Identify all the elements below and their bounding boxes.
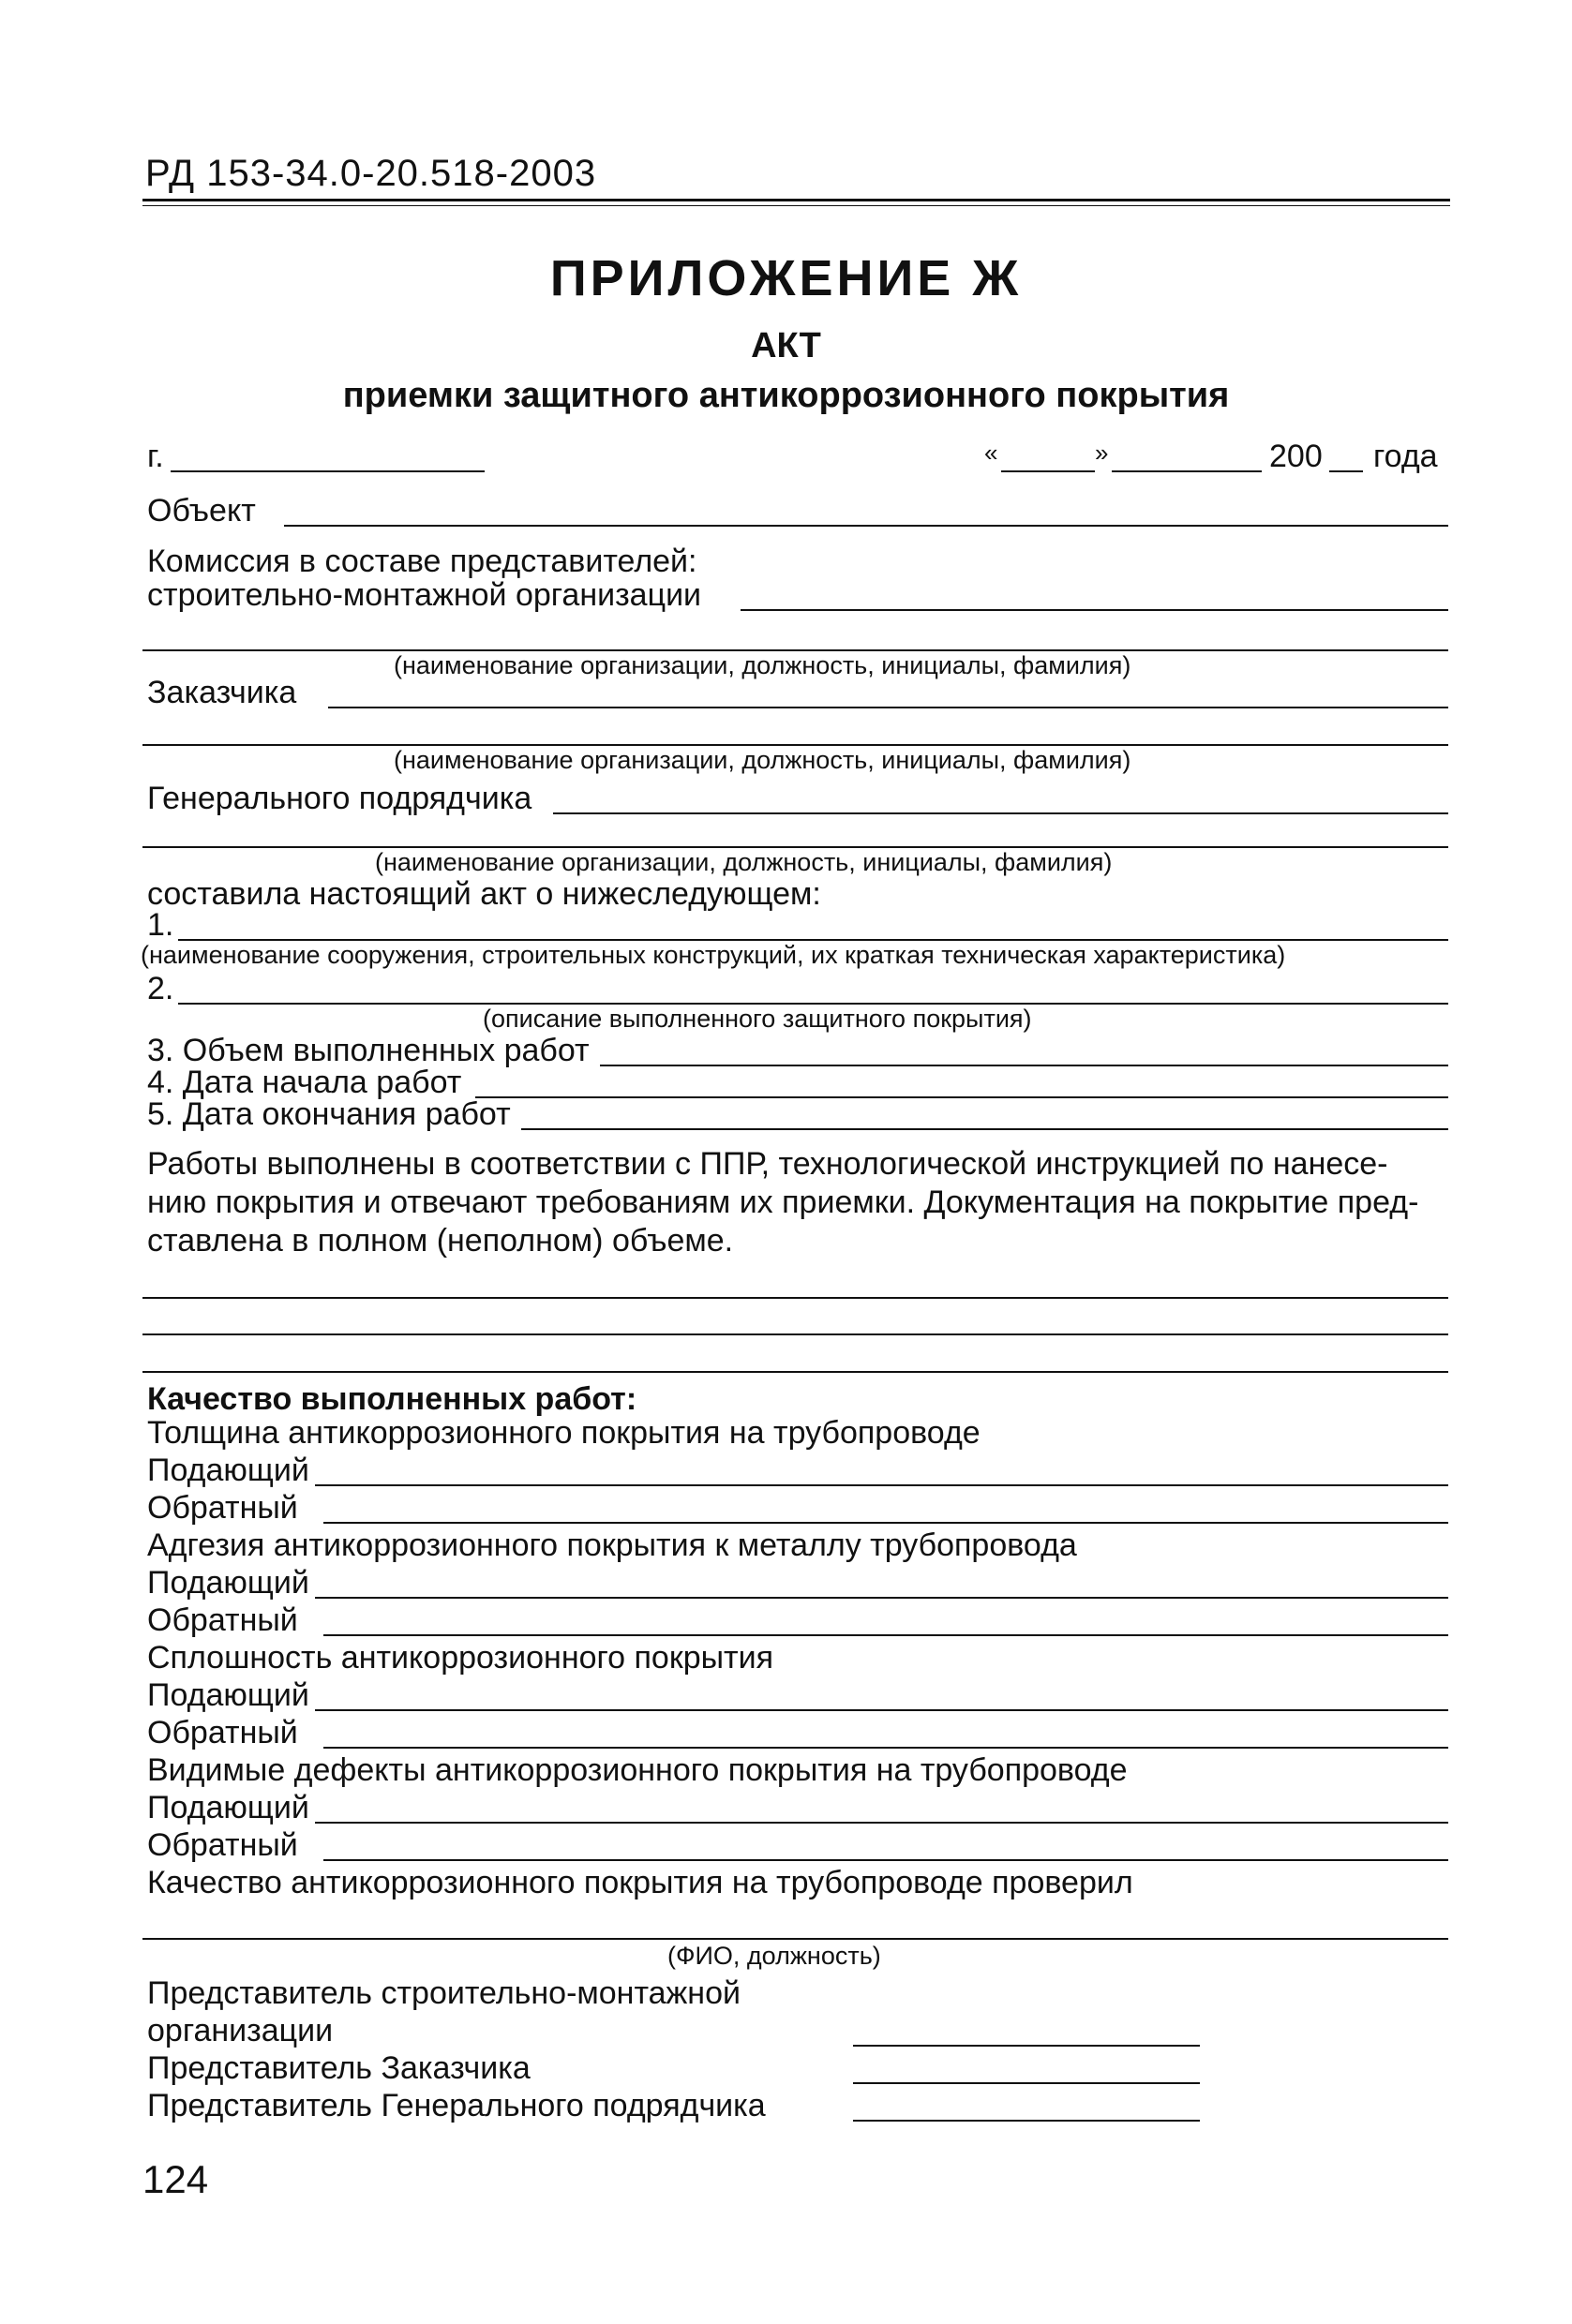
continuity-return-label: Обратный (147, 1715, 298, 1750)
defects-label: Видимые дефекты антикоррозионного покрытия на трубопроводе (147, 1752, 1128, 1788)
paragraph-line-3: ставлена в полном (неполном) объеме. (147, 1223, 734, 1259)
item-1-label: 1. (147, 907, 174, 943)
doc-code: РД 153-34.0-20.518-2003 (145, 153, 597, 194)
item-5-line[interactable] (521, 1128, 1448, 1130)
city-line[interactable] (171, 470, 485, 472)
item-3-label: 3. Объем выполненных работ (147, 1033, 590, 1068)
sig-customer-line[interactable] (853, 2082, 1200, 2084)
construction-org-caption: (наименование организации, должность, инициалы, фамилия) (394, 651, 1131, 679)
object-line[interactable] (284, 525, 1448, 527)
adhesion-return-label: Обратный (147, 1602, 298, 1638)
paragraph-line-2: нию покрытия и отвечают требованиям их приемки. Документация на покрытие пред- (147, 1184, 1419, 1220)
general-contractor-line[interactable] (553, 812, 1448, 814)
thickness-label: Толщина антикоррозионного покрытия на трубопроводе (147, 1415, 981, 1451)
construction-org-label: строительно-монтажной организации (147, 577, 702, 613)
item-1-caption: (наименование сооружения, строительных конструкций, их краткая техническая характеристика) (141, 941, 1286, 969)
checked-by-label: Качество антикоррозионного покрытия на трубопроводе проверил (147, 1865, 1133, 1900)
continuity-supply-label: Подающий (147, 1677, 309, 1713)
thickness-supply-label: Подающий (147, 1452, 309, 1488)
thickness-return-line[interactable] (323, 1522, 1448, 1524)
day-line[interactable] (1001, 470, 1095, 472)
act-title: АКТ (751, 326, 821, 365)
header-rule-thin (142, 205, 1450, 206)
sig-general-label: Представитель Генерального подрядчика (147, 2088, 766, 2123)
sig-construction-line-1: Представитель строительно-монтажной (147, 1975, 741, 2011)
header-rule (142, 199, 1450, 201)
construction-org-line[interactable] (741, 609, 1448, 611)
adhesion-supply-line[interactable] (315, 1597, 1448, 1599)
continuity-return-line[interactable] (323, 1747, 1448, 1749)
quality-heading: Качество выполненных работ: (147, 1381, 637, 1417)
commission-intro: Комиссия в составе представителей: (147, 544, 697, 579)
blank-line-3[interactable] (142, 1371, 1448, 1373)
act-subject: приемки защитного антикоррозионного покрытия (342, 376, 1230, 415)
customer-caption: (наименование организации, должность, инициалы, фамилия) (394, 746, 1131, 774)
sig-construction-line-2: организации (147, 2013, 334, 2048)
quote-open: « (984, 439, 998, 467)
thickness-return-label: Обратный (147, 1490, 298, 1526)
adhesion-return-line[interactable] (323, 1634, 1448, 1636)
customer-line[interactable] (328, 707, 1448, 708)
continuity-supply-line[interactable] (315, 1709, 1448, 1711)
item-2-label: 2. (147, 971, 174, 1006)
thickness-supply-line[interactable] (315, 1484, 1448, 1486)
checked-by-line[interactable] (142, 1938, 1448, 1940)
blank-line-1[interactable] (142, 1297, 1448, 1299)
month-line[interactable] (1112, 470, 1262, 472)
sig-general-line[interactable] (853, 2120, 1200, 2122)
appendix-title: ПРИЛОЖЕНИЕ Ж (549, 250, 1023, 306)
city-prefix: г. (147, 439, 164, 474)
general-contractor-caption: (наименование организации, должность, инициалы, фамилия) (375, 848, 1113, 876)
item-2-caption: (описание выполненного защитного покрытия) (483, 1005, 1032, 1033)
fio-caption: (ФИО, должность) (667, 1942, 881, 1970)
item-3-line[interactable] (600, 1065, 1448, 1066)
defects-return-label: Обратный (147, 1827, 298, 1863)
composed-text: составила настоящий акт о нижеследующем: (147, 876, 821, 912)
item-4-line[interactable] (475, 1096, 1448, 1098)
page-number: 124 (142, 2157, 209, 2201)
adhesion-supply-label: Подающий (147, 1565, 309, 1601)
item-5-label: 5. Дата окончания работ (147, 1096, 511, 1132)
item-4-label: 4. Дата начала работ (147, 1065, 462, 1100)
defects-return-line[interactable] (323, 1859, 1448, 1861)
defects-supply-line[interactable] (315, 1822, 1448, 1824)
paragraph-line-1: Работы выполнены в соответствии с ППР, технологической инструкцией по нанесе- (147, 1146, 1388, 1182)
year-line[interactable] (1329, 470, 1363, 472)
adhesion-label: Адгезия антикоррозионного покрытия к металлу трубопровода (147, 1527, 1077, 1563)
continuity-label: Сплошность антикоррозионного покрытия (147, 1640, 774, 1676)
customer-label: Заказчика (147, 675, 297, 710)
sig-customer-label: Представитель Заказчика (147, 2050, 531, 2086)
defects-supply-label: Подающий (147, 1790, 309, 1825)
year-prefix: 200 (1269, 439, 1323, 474)
quote-close: » (1095, 439, 1109, 467)
sig-construction-line[interactable] (853, 2045, 1200, 2047)
general-contractor-label: Генерального подрядчика (147, 781, 532, 816)
blank-line-2[interactable] (142, 1333, 1448, 1335)
object-label: Объект (147, 493, 256, 529)
year-suffix: года (1373, 439, 1438, 474)
